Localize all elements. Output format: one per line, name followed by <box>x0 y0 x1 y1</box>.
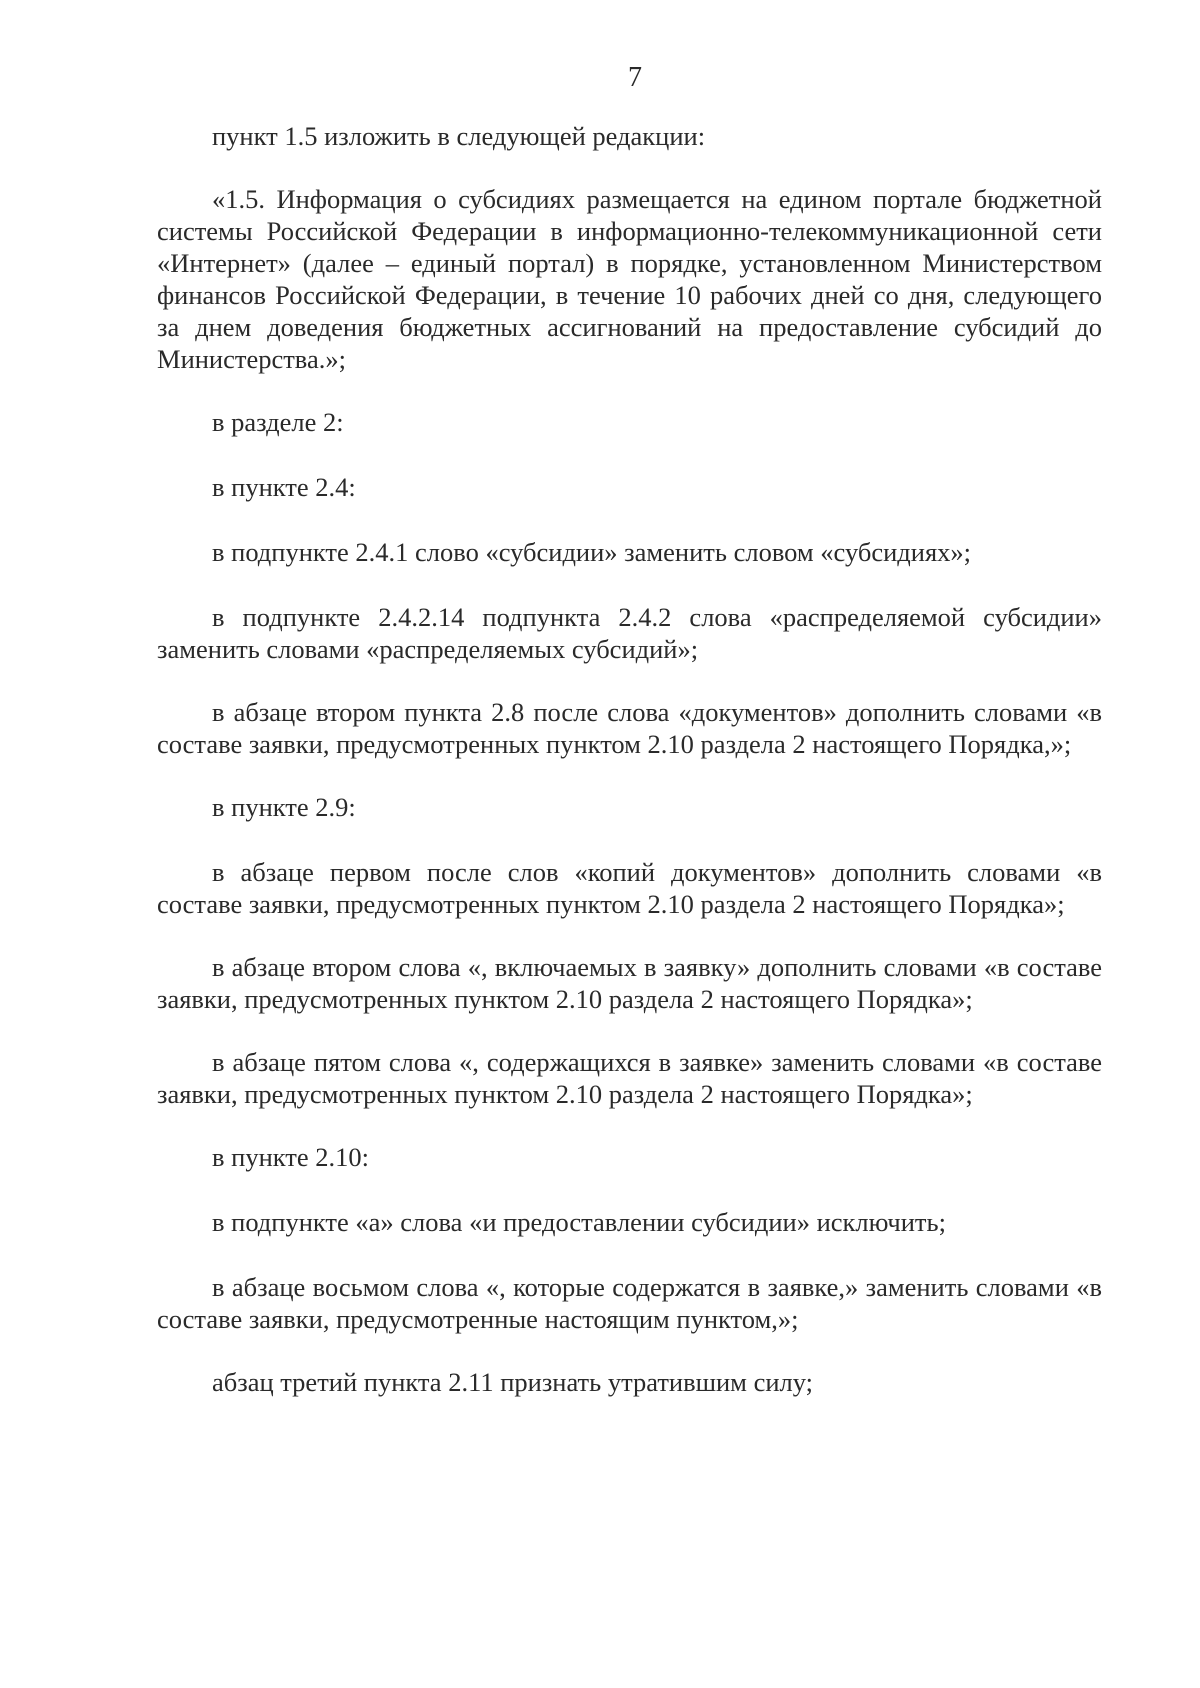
paragraph-10: в абзаце втором слова «, включаемых в заявку» дополнить словами «в составе заявки, предусмотренных пунктом 2.10 раздела 2 настоящего Порядка»; <box>157 952 1102 1014</box>
paragraph-5: в подпункте 2.4.1 слово «субсидии» заменить словом «субсидиях»; <box>212 537 972 567</box>
paragraph-3: в разделе 2: <box>212 407 344 437</box>
paragraph-8: в пункте 2.9: <box>212 792 356 822</box>
paragraph-12: в пункте 2.10: <box>212 1142 369 1172</box>
document-body <box>157 120 1102 1398</box>
paragraph-7: в абзаце втором пункта 2.8 после слова «документов» дополнить словами «в составе заявки, предусмотренных пунктом 2.10 раздела 2 настоящего Порядка,»; <box>157 697 1102 759</box>
paragraph-2: «1.5. Информация о субсидиях размещается на едином портале бюджетной системы Российской Федерации в информационно-телекоммуникационной сети «Интернет» (далее – единый портал) в порядке, установленном Министерством финансов Российской Федерации, в течение 10 рабочих дней со дня, следующего за днем доведения бюджетных ассигнований на предоставление субсидий до Министерства.»; <box>157 184 1102 374</box>
paragraph-14: в абзаце восьмом слова «, которые содержатся в заявке,» заменить словами «в составе заявки, предусмотренные настоящим пунктом,»; <box>157 1272 1102 1334</box>
paragraph-6: в подпункте 2.4.2.14 подпункта 2.4.2 слова «распределяемой субсидии» заменить словами «распределяемых субсидий»; <box>157 602 1102 664</box>
paragraph-11: в абзаце пятом слова «, содержащихся в заявке» заменить словами «в составе заявки, предусмотренных пунктом 2.10 раздела 2 настоящего Порядка»; <box>157 1047 1102 1109</box>
page-number: 7 <box>628 62 642 93</box>
paragraph-13: в подпункте «а» слова «и предоставлении субсидии» исключить; <box>212 1207 946 1237</box>
paragraph-4: в пункте 2.4: <box>212 472 356 502</box>
paragraph-1: пункт 1.5 изложить в следующей редакции: <box>212 121 706 151</box>
paragraph-9: в абзаце первом после слов «копий документов» дополнить словами «в составе заявки, предусмотренных пунктом 2.10 раздела 2 настоящего Порядка»; <box>157 857 1102 919</box>
paragraph-15: абзац третий пункта 2.11 признать утратившим силу; <box>212 1367 814 1397</box>
